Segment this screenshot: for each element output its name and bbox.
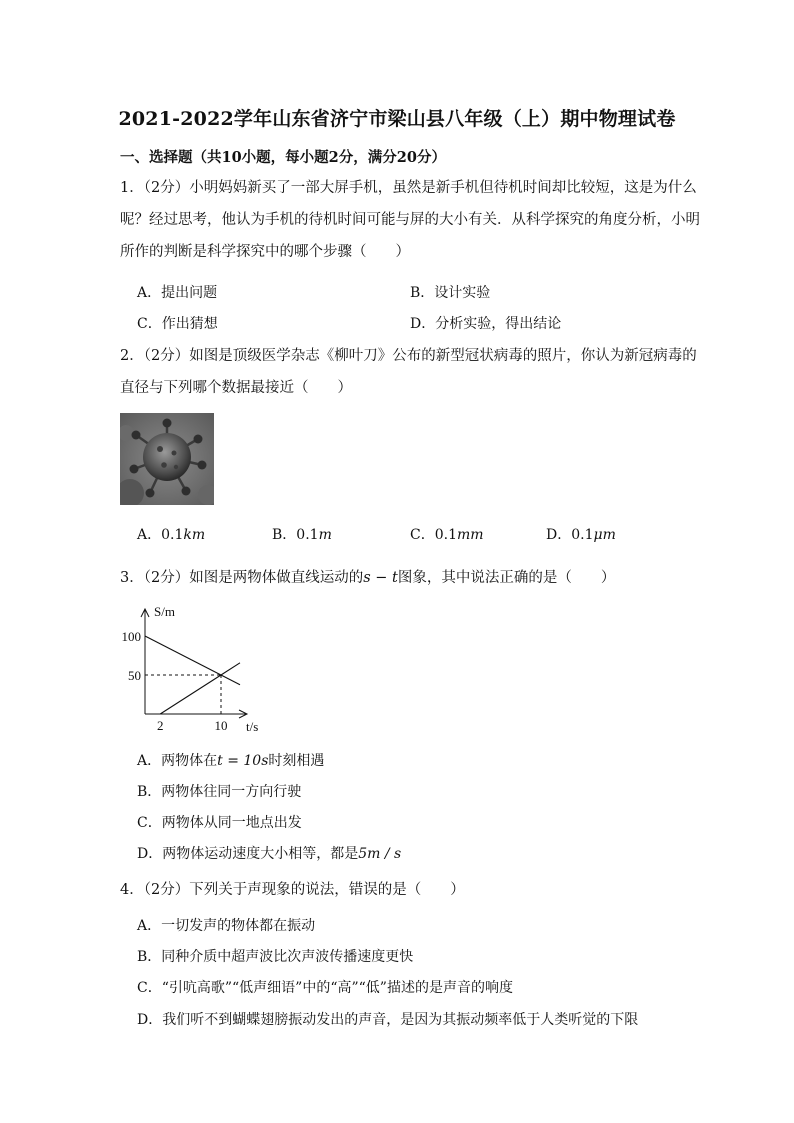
y-tick-label: 50: [128, 668, 141, 683]
x-tick-label: 10: [214, 718, 228, 733]
q2-option-b-unit: m: [318, 527, 332, 543]
q2-option-c-value: C．0.1: [410, 527, 457, 543]
q4-stem: 4．（2分）下列关于声现象的说法，错误的是（ ）: [120, 882, 465, 898]
page-title: 2021-2022学年山东省济宁市梁山县八年级（上）期中物理试卷: [118, 108, 676, 130]
q4-option-d: D．我们听不到蝴蝶翅膀振动发出的声音，是因为其振动频率低于人类听觉的下限: [137, 1012, 639, 1028]
q2-option-c: [410, 524, 484, 544]
series-line-2: [160, 663, 240, 714]
x-tick-label: 2: [156, 718, 164, 733]
q3-stem-var: s − t: [363, 570, 398, 586]
q1-option-c: C．作出猜想: [137, 316, 218, 332]
q1-option-a: A．提出问题: [137, 285, 218, 301]
q3-option-b: B．两物体往同一方向行驶: [137, 784, 302, 800]
st-graph: [114, 600, 274, 735]
y-axis-label: S/m: [154, 604, 175, 619]
y-tick-label: 100: [121, 629, 141, 644]
x-axis-label: t/s: [246, 719, 259, 734]
q3-option-a: [137, 750, 324, 770]
q1-stem-line2: 呢？经过思考，他认为手机的待机时间可能与屏的大小有关．从科学探究的角度分析，小明: [120, 212, 700, 228]
q1-option-d: D．分析实验，得出结论: [410, 316, 562, 332]
q1-stem-line3: 所作的判断是科学探究中的哪个步骤（ ）: [120, 244, 410, 260]
q2-option-a-value: A．0.1: [137, 527, 184, 543]
q2-option-a-unit: km: [183, 527, 206, 543]
q1-stem-line1: 1．（2分）小明妈妈新买了一部大屏手机，虽然是新手机但待机时间却比较短，这是为什么: [120, 180, 697, 196]
q3-option-a-var: t = 10s: [217, 753, 269, 769]
q2-option-b-value: B．0.1: [272, 527, 319, 543]
q4-option-a: A．一切发声的物体都在振动: [137, 918, 316, 934]
coronavirus-photo: [120, 413, 214, 505]
q2-option-d-unit: μm: [593, 527, 616, 543]
q3-stem: [120, 566, 615, 587]
q3-option-d: [137, 843, 401, 863]
q2-stem-line2: 直径与下列哪个数据最接近（ ）: [120, 380, 352, 396]
q3-option-d-pre: D．两物体运动速度大小相等，都是: [137, 846, 359, 862]
q3-stem-post: 图象，其中说法正确的是（ ）: [397, 570, 616, 586]
q3-option-a-pre: A．两物体在: [137, 753, 218, 769]
q3-option-a-post: 时刻相遇: [268, 753, 325, 769]
series-line-1: [145, 636, 240, 685]
q1-option-b: B．设计实验: [410, 285, 491, 301]
q3-option-c: C．两物体从同一地点出发: [137, 815, 302, 831]
q4-option-b: B．同种介质中超声波比次声波传播速度更快: [137, 949, 414, 965]
q2-option-a: [137, 524, 205, 544]
q3-option-d-var: 5m / s: [358, 846, 402, 862]
q2-option-b: [272, 524, 332, 544]
q3-stem-pre: 3．（2分）如图是两物体做直线运动的: [120, 570, 364, 586]
q2-stem-line1: 2．（2分）如图是顶级医学杂志《柳叶刀》公布的新型冠状病毒的照片，你认为新冠病毒的: [120, 348, 697, 364]
section-heading: 一、选择题（共10小题，每小题2分，满分20分）: [120, 149, 446, 166]
q2-option-c-unit: mm: [456, 527, 484, 543]
q2-option-d: [546, 524, 616, 544]
q2-option-d-value: D．0.1: [546, 527, 594, 543]
q4-option-c: C．“引吭高歌”“低声细语”中的“高”“低”描述的是声音的响度: [137, 980, 513, 996]
